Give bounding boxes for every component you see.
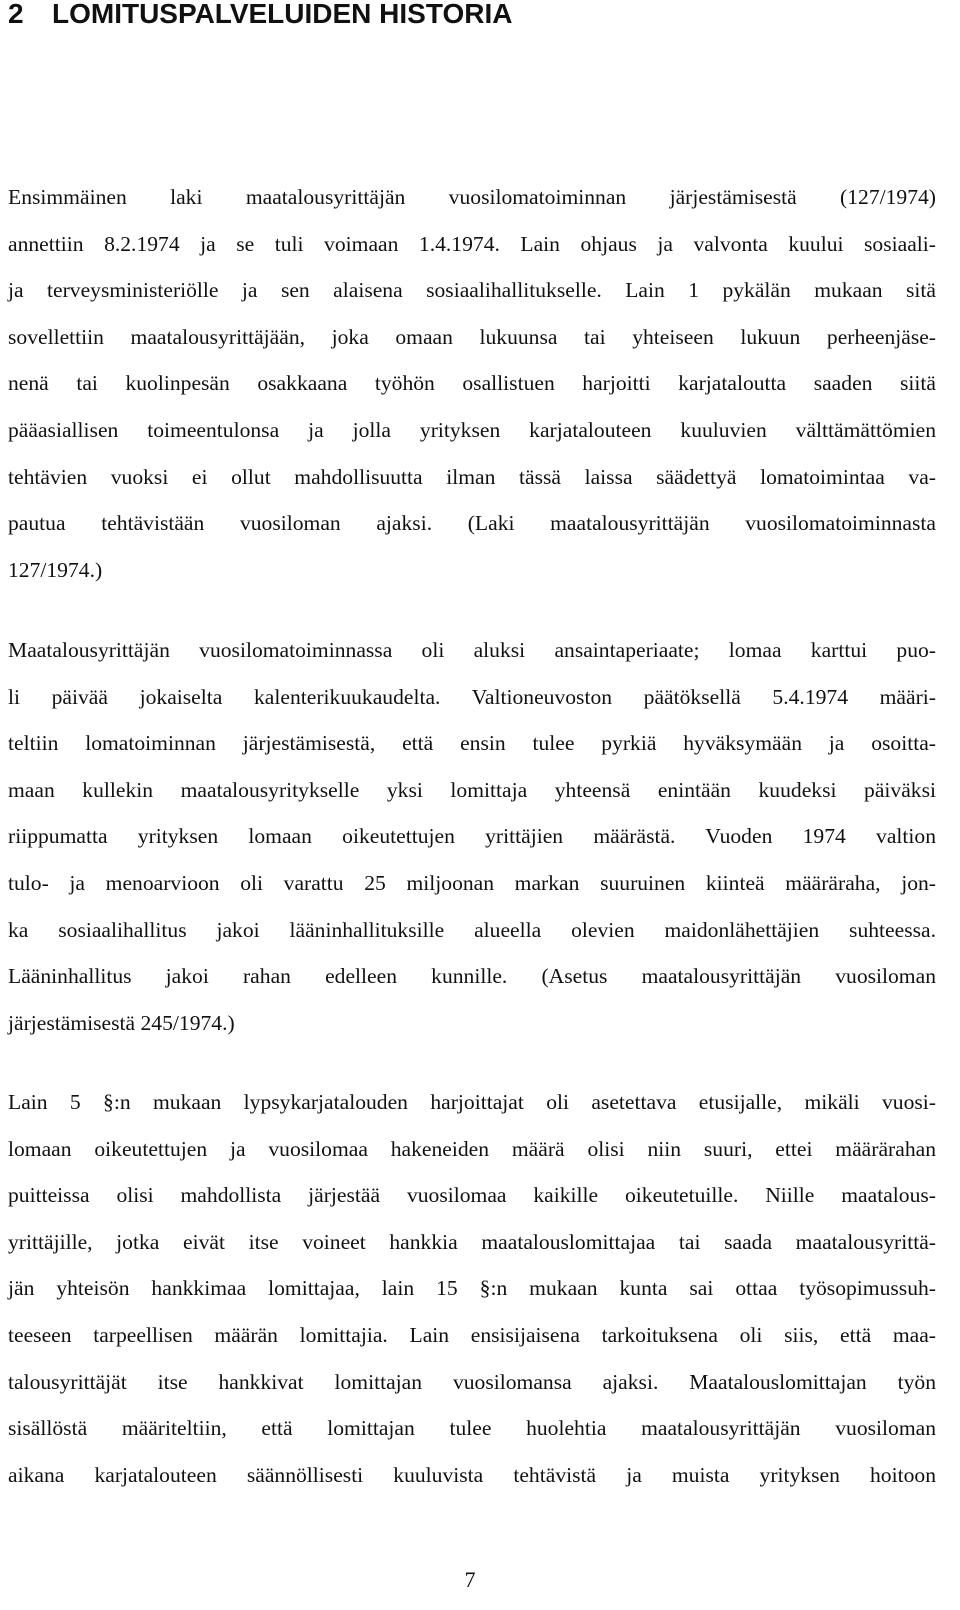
paragraph-line: lomaan oikeutettujen ja vuosilomaa hakeneiden määrä olisi niin suuri, ettei määrärahan — [8, 1136, 936, 1161]
paragraph-3 — [8, 1079, 936, 1498]
paragraph-line: aikana karjatalouteen säännöllisesti kuuluvista tehtävistä ja muista yrityksen hoitoon — [8, 1462, 936, 1487]
paragraph-line: järjestämisestä 245/1974.) — [8, 1010, 235, 1035]
page-number: 7 — [464, 1567, 476, 1592]
paragraph-line: Ensimmäinen laki maatalousyrittäjän vuosilomatoiminnan järjestämisestä (127/1974) — [8, 185, 936, 209]
paragraph-1 — [8, 174, 936, 593]
section-title: LOMITUSPALVELUIDEN HISTORIA — [52, 0, 513, 29]
paragraph-line: tulo- ja menoarvioon oli varattu 25 miljoonan markan suuruinen kiinteä määräraha, jon- — [8, 870, 936, 895]
paragraph-line: nenä tai kuolinpesän osakkaana työhön osallistuen harjoitti karjataloutta saaden siitä — [8, 371, 936, 396]
paragraph-line: jän yhteisön hankkimaa lomittajaa, lain 15 §:n mukaan kunta sai ottaa työsopimussuh- — [8, 1276, 936, 1301]
paragraph-line: ja terveysministeriölle ja sen alaisena sosiaalihallitukselle. Lain 1 pykälän mukaan sitä — [8, 278, 936, 303]
section-heading — [8, 0, 512, 32]
paragraph-line: pautua tehtävistään vuosiloman ajaksi. (Laki maatalousyrittäjän vuosilomatoiminnasta — [8, 511, 936, 536]
paragraph-line: riippumatta yrityksen lomaan oikeutettujen yrittäjien määrästä. Vuoden 1974 valtion — [8, 824, 936, 849]
paragraph-2 — [8, 627, 936, 1046]
paragraph-line: tehtävien vuoksi ei ollut mahdollisuutta ilman tässä laissa säädettyä lomatoimintaa va- — [8, 464, 936, 489]
paragraph-line: annettiin 8.2.1974 ja se tuli voimaan 1.4.1974. Lain ohjaus ja valvonta kuului sosiaali- — [8, 231, 936, 256]
paragraph-line: puitteissa olisi mahdollista järjestää vuosilomaa kaikille oikeutetuille. Niille maatalous- — [8, 1183, 936, 1208]
paragraph-line: yrittäjille, jotka eivät itse voineet hankkia maatalouslomittajaa tai saada maatalousyrittä- — [8, 1229, 936, 1254]
paragraph-line: ka sosiaalihallitus jakoi lääninhallituksille alueella olevien maidonlähettäjien suhteessa. — [8, 917, 936, 942]
paragraph-line: pääasiallisen toimeentulonsa ja jolla yrityksen karjatalouteen kuuluvien välttämättömien — [8, 417, 936, 442]
paragraph-line: 127/1974.) — [8, 557, 103, 582]
paragraph-line: talousyrittäjät itse hankkivat lomittajan vuosilomansa ajaksi. Maatalouslomittajan työn — [8, 1369, 936, 1394]
paragraph-line: Maatalousyrittäjän vuosilomatoiminnassa oli aluksi ansaintaperiaate; lomaa karttui puo- — [8, 638, 936, 662]
paragraph-line: Lain 5 §:n mukaan lypsykarjatalouden harjoittajat oli asetettava etusijalle, mikäli vuosi- — [8, 1090, 936, 1114]
paragraph-line: li päivää jokaiselta kalenterikuukaudelta. Valtioneuvoston päätöksellä 5.4.1974 määri- — [8, 684, 936, 709]
paragraph-line: teltiin lomatoiminnan järjestämisestä, että ensin tulee pyrkiä hyväksymään ja osoitta- — [8, 731, 936, 756]
paragraph-line: sovellettiin maatalousyrittäjään, joka omaan lukuunsa tai yhteiseen lukuun perheenjäse- — [8, 324, 936, 349]
paragraph-line: maan kullekin maatalousyritykselle yksi lomittaja yhteensä enintään kuudeksi päiväksi — [8, 777, 936, 802]
paragraph-line: teeseen tarpeellisen määrän lomittajia. Lain ensisijaisena tarkoituksena oli siis, että maa- — [8, 1322, 936, 1347]
paragraph-line: Lääninhallitus jakoi rahan edelleen kunnille. (Asetus maatalousyrittäjän vuosiloman — [8, 964, 936, 989]
section-number: 2 — [8, 0, 24, 29]
paragraph-line: sisällöstä määriteltiin, että lomittajan tulee huolehtia maatalousyrittäjän vuosiloman — [8, 1416, 936, 1441]
